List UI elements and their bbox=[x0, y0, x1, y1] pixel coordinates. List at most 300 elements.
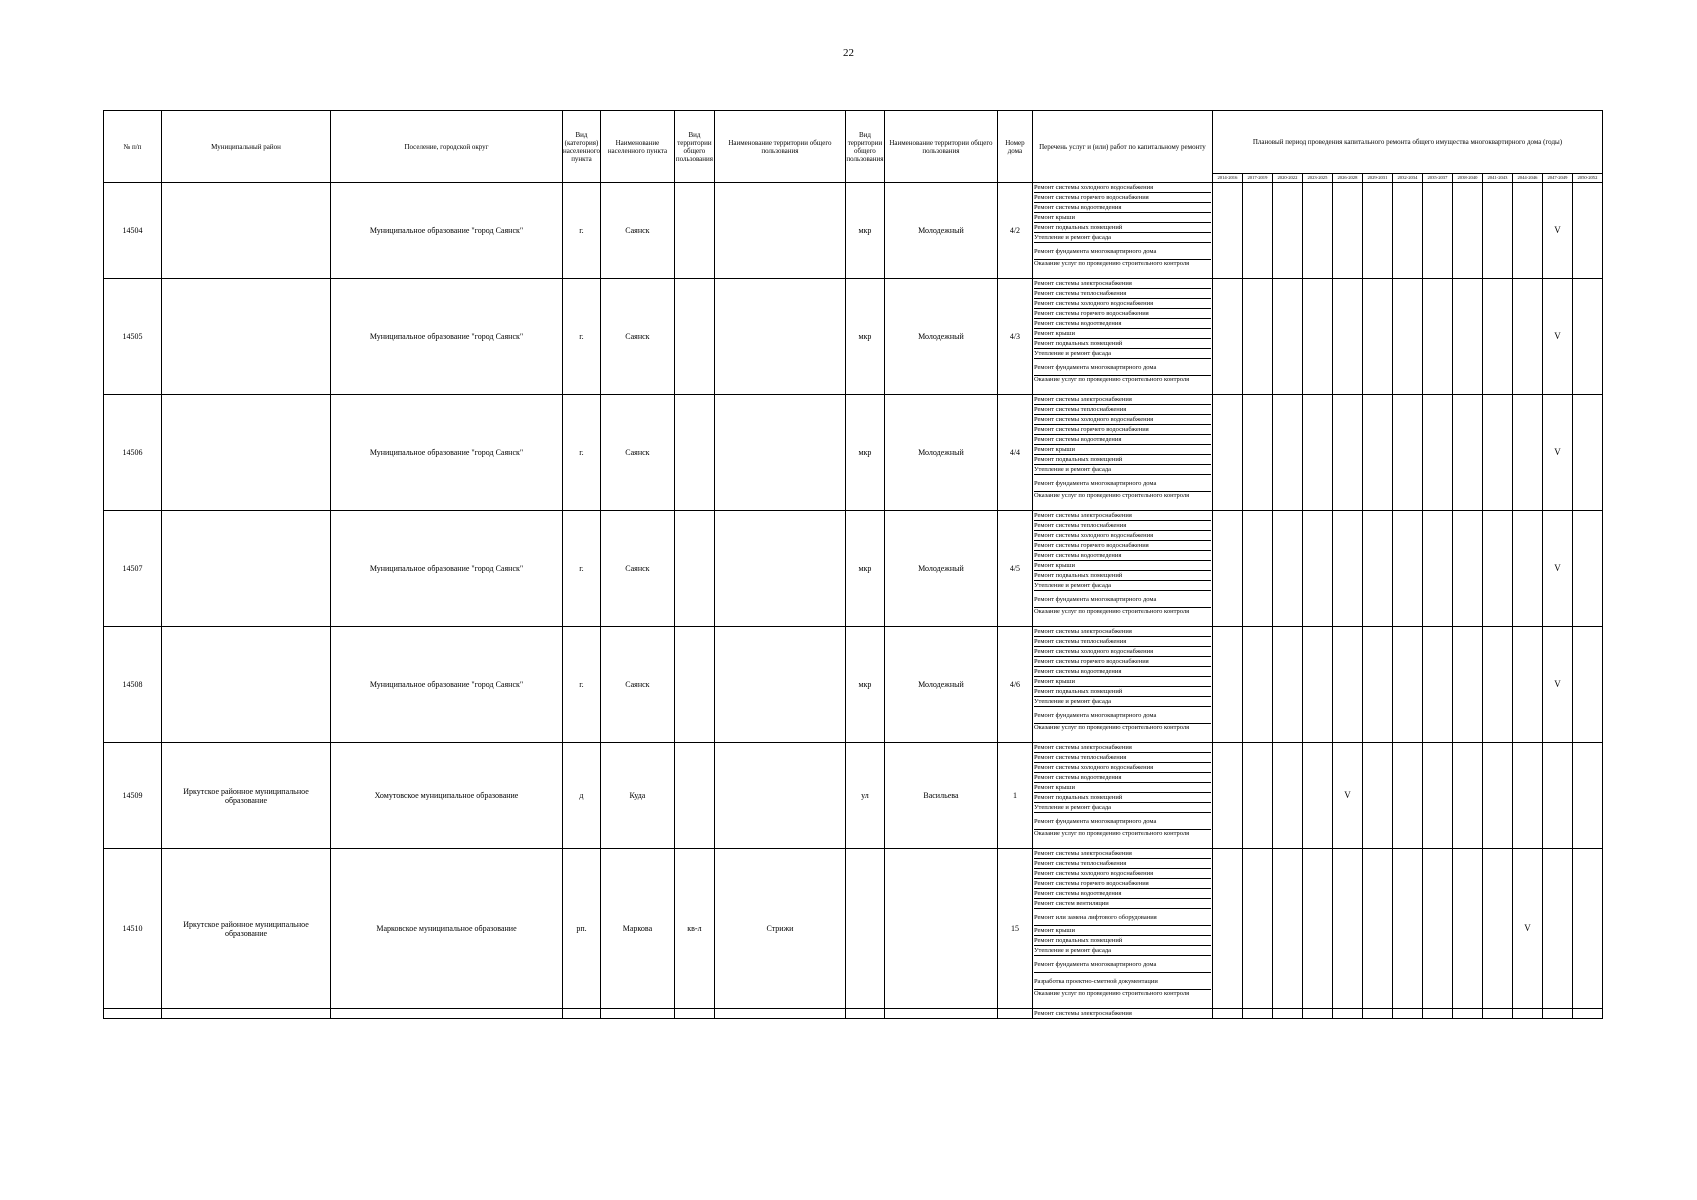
cell-street-name: Молодежный bbox=[884, 279, 997, 395]
period-cell bbox=[1392, 183, 1422, 279]
cell-num: 14505 bbox=[104, 279, 162, 395]
work-item: Ремонт или замена лифтового оборудования bbox=[1034, 909, 1211, 926]
period-cell bbox=[1482, 743, 1512, 849]
cell-place-name: Куда bbox=[600, 743, 674, 849]
work-item: Ремонт системы электроснабжения bbox=[1034, 743, 1211, 753]
period-cell bbox=[1212, 743, 1242, 849]
work-item: Ремонт системы водоотведения bbox=[1034, 551, 1211, 561]
work-item: Ремонт системы электроснабжения bbox=[1034, 849, 1211, 859]
period-cell bbox=[1392, 849, 1422, 1009]
work-item: Утепление и ремонт фасада bbox=[1034, 233, 1211, 243]
work-item: Ремонт системы водоотведения bbox=[1034, 319, 1211, 329]
work-item: Ремонт системы водоотведения bbox=[1034, 773, 1211, 783]
period-cell bbox=[1272, 627, 1302, 743]
work-item: Ремонт фундамента многоквартирного дома bbox=[1034, 707, 1211, 724]
period-cell bbox=[1452, 743, 1482, 849]
period-cell bbox=[1512, 627, 1542, 743]
cell-area-name bbox=[714, 395, 845, 511]
year-header: 2050-2052 bbox=[1572, 174, 1602, 183]
cell-num: 14510 bbox=[104, 849, 162, 1009]
period-cell bbox=[1392, 511, 1422, 627]
period-cell bbox=[1422, 743, 1452, 849]
work-item: Ремонт системы горячего водоснабжения bbox=[1034, 657, 1211, 667]
period-cell bbox=[1482, 849, 1512, 1009]
col-header-area-type: Вид территории общего пользования bbox=[674, 111, 714, 183]
work-item: Ремонт системы горячего водоснабжения bbox=[1034, 309, 1211, 319]
year-header: 2014-2016 bbox=[1212, 174, 1242, 183]
cell-street-name: Молодежный bbox=[884, 183, 997, 279]
period-cell bbox=[1482, 279, 1512, 395]
period-cell bbox=[1542, 743, 1572, 849]
cell-street-name: Молодежный bbox=[884, 511, 997, 627]
cell-street-type: мкр bbox=[845, 279, 884, 395]
cell-street-type: мкр bbox=[845, 395, 884, 511]
period-mark: V bbox=[1542, 395, 1572, 511]
period-cell bbox=[1332, 395, 1362, 511]
work-item: Утепление и ремонт фасада bbox=[1034, 946, 1211, 956]
work-item: Утепление и ремонт фасада bbox=[1034, 465, 1211, 475]
cell-house: 1 bbox=[997, 743, 1032, 849]
period-cell bbox=[1242, 849, 1272, 1009]
period-cell bbox=[1212, 279, 1242, 395]
cell-place-type: рп. bbox=[563, 849, 601, 1009]
work-item: Ремонт системы холодного водоснабжения bbox=[1034, 183, 1211, 193]
period-cell bbox=[1542, 849, 1572, 1009]
col-header-works: Перечень услуг и (или) работ по капитальному ремонту bbox=[1032, 111, 1212, 183]
period-cell bbox=[1272, 1009, 1302, 1019]
work-item: Утепление и ремонт фасада bbox=[1034, 349, 1211, 359]
cell-house: 4/2 bbox=[997, 183, 1032, 279]
col-header-place-name: Наименование населенного пункта bbox=[600, 111, 674, 183]
empty-cell bbox=[997, 1009, 1032, 1019]
work-item: Ремонт подвальных помещений bbox=[1034, 687, 1211, 697]
cell-street-type: мкр bbox=[845, 511, 884, 627]
period-cell bbox=[1422, 279, 1452, 395]
table-row bbox=[104, 395, 1603, 511]
period-cell bbox=[1512, 183, 1542, 279]
work-item: Ремонт системы водоотведения bbox=[1034, 203, 1211, 213]
work-item: Ремонт системы водоотведения bbox=[1034, 889, 1211, 899]
period-cell bbox=[1572, 849, 1602, 1009]
work-item: Ремонт фундамента многоквартирного дома bbox=[1034, 359, 1211, 376]
cell-place-type: г. bbox=[563, 279, 601, 395]
period-cell bbox=[1572, 183, 1602, 279]
cell-house: 4/6 bbox=[997, 627, 1032, 743]
cell-district bbox=[162, 395, 331, 511]
period-cell bbox=[1332, 627, 1362, 743]
cell-place-name: Саянск bbox=[600, 511, 674, 627]
year-header: 2038-2040 bbox=[1452, 174, 1482, 183]
cell-settlement: Марковское муниципальное образование bbox=[331, 849, 563, 1009]
period-cell bbox=[1362, 395, 1392, 511]
period-cell bbox=[1572, 627, 1602, 743]
col-header-street-name: Наименование территории общего пользования bbox=[884, 111, 997, 183]
table-row bbox=[104, 849, 1603, 1009]
col-header-area-name: Наименование территории общего пользования bbox=[714, 111, 845, 183]
cell-street-type: мкр bbox=[845, 183, 884, 279]
empty-cell bbox=[884, 1009, 997, 1019]
work-item: Ремонт крыши bbox=[1034, 213, 1211, 223]
cell-works bbox=[1032, 395, 1212, 511]
cell-area-name: Стрижи bbox=[714, 849, 845, 1009]
work-item: Ремонт систем вентиляции bbox=[1034, 899, 1211, 909]
period-cell bbox=[1272, 849, 1302, 1009]
period-cell bbox=[1512, 511, 1542, 627]
period-cell bbox=[1482, 511, 1512, 627]
cell-settlement: Муниципальное образование "город Саянск" bbox=[331, 395, 563, 511]
period-cell bbox=[1362, 279, 1392, 395]
cell-place-type: д bbox=[563, 743, 601, 849]
work-item: Ремонт системы теплоснабжения bbox=[1034, 289, 1211, 299]
period-cell bbox=[1302, 627, 1332, 743]
period-cell bbox=[1212, 183, 1242, 279]
period-cell bbox=[1332, 183, 1362, 279]
work-item: Разработка проектно-сметной документации bbox=[1034, 973, 1211, 990]
period-cell bbox=[1392, 395, 1422, 511]
work-item: Ремонт системы водоотведения bbox=[1034, 435, 1211, 445]
cell-area-type bbox=[674, 279, 714, 395]
cell-district bbox=[162, 627, 331, 743]
work-item: Ремонт системы электроснабжения bbox=[1034, 627, 1211, 637]
work-item: Оказание услуг по проведению строительного контроля bbox=[1033, 830, 1190, 837]
year-header: 2026-2028 bbox=[1332, 174, 1362, 183]
period-cell bbox=[1212, 1009, 1242, 1019]
continuation-row bbox=[104, 1009, 1603, 1019]
table-body bbox=[104, 183, 1603, 1019]
cell-area-type bbox=[674, 395, 714, 511]
period-cell bbox=[1242, 183, 1272, 279]
work-item: Ремонт подвальных помещений bbox=[1034, 793, 1211, 803]
work-item: Ремонт системы холодного водоснабжения bbox=[1034, 415, 1211, 425]
period-cell bbox=[1422, 395, 1452, 511]
work-item: Ремонт системы теплоснабжения bbox=[1034, 637, 1211, 647]
period-cell bbox=[1362, 743, 1392, 849]
work-item: Ремонт системы горячего водоснабжения bbox=[1034, 541, 1211, 551]
work-item: Ремонт системы электроснабжения bbox=[1034, 511, 1211, 521]
cell-district bbox=[162, 279, 331, 395]
cell-place-name: Саянск bbox=[600, 183, 674, 279]
cell-place-name: Саянск bbox=[600, 627, 674, 743]
cell-street-name bbox=[884, 849, 997, 1009]
period-cell bbox=[1332, 1009, 1362, 1019]
period-cell bbox=[1332, 511, 1362, 627]
work-item: Ремонт крыши bbox=[1034, 561, 1211, 571]
work-item: Ремонт системы горячего водоснабжения bbox=[1034, 879, 1211, 889]
table-row bbox=[104, 511, 1603, 627]
table-row bbox=[104, 627, 1603, 743]
work-item: Утепление и ремонт фасада bbox=[1034, 697, 1211, 707]
cell-num: 14504 bbox=[104, 183, 162, 279]
work-item: Оказание услуг по проведению строительного контроля bbox=[1033, 492, 1190, 499]
work-item: Ремонт системы электроснабжения bbox=[1034, 395, 1211, 405]
period-cell bbox=[1512, 1009, 1542, 1019]
work-item: Оказание услуг по проведению строительного контроля bbox=[1033, 608, 1190, 615]
work-item: Оказание услуг по проведению строительного контроля bbox=[1033, 724, 1190, 731]
work-item: Ремонт системы горячего водоснабжения bbox=[1034, 425, 1211, 435]
cell-street-type: ул bbox=[845, 743, 884, 849]
cell-area-name bbox=[714, 743, 845, 849]
cell-street-name: Молодежный bbox=[884, 627, 997, 743]
work-item: Ремонт фундамента многоквартирного дома bbox=[1034, 956, 1211, 973]
cell-area-type bbox=[674, 627, 714, 743]
period-cell bbox=[1572, 743, 1602, 849]
cell-num: 14506 bbox=[104, 395, 162, 511]
period-cell bbox=[1362, 511, 1392, 627]
period-cell bbox=[1392, 279, 1422, 395]
year-header: 2044-2046 bbox=[1512, 174, 1542, 183]
work-item: Оказание услуг по проведению строительного контроля bbox=[1033, 990, 1190, 997]
work-item: Ремонт крыши bbox=[1034, 926, 1211, 936]
cell-district: Иркутское районное муниципальное образование bbox=[162, 743, 331, 849]
work-item: Ремонт фундамента многоквартирного дома bbox=[1034, 813, 1211, 830]
period-mark: V bbox=[1542, 183, 1572, 279]
cell-settlement: Муниципальное образование "город Саянск" bbox=[331, 511, 563, 627]
period-cell bbox=[1242, 395, 1272, 511]
col-header-place-type: Вид (категория) населенного пункта bbox=[563, 111, 601, 183]
work-item: Ремонт системы водоотведения bbox=[1034, 667, 1211, 677]
cell-street-name: Васильева bbox=[884, 743, 997, 849]
work-item: Ремонт подвальных помещений bbox=[1034, 223, 1211, 233]
cell-area-type bbox=[674, 743, 714, 849]
work-item: Ремонт системы горячего водоснабжения bbox=[1034, 193, 1211, 203]
period-cell bbox=[1512, 395, 1542, 511]
period-cell bbox=[1362, 183, 1392, 279]
year-header: 2047-2049 bbox=[1542, 174, 1572, 183]
cell-place-name: Маркова bbox=[600, 849, 674, 1009]
period-cell bbox=[1392, 743, 1422, 849]
work-item: Ремонт фундамента многоквартирного дома bbox=[1034, 475, 1211, 492]
period-mark: V bbox=[1542, 511, 1572, 627]
period-cell bbox=[1392, 627, 1422, 743]
period-cell bbox=[1212, 627, 1242, 743]
cell-works bbox=[1032, 183, 1212, 279]
work-item: Оказание услуг по проведению строительного контроля bbox=[1033, 376, 1190, 383]
table-row bbox=[104, 183, 1603, 279]
period-cell bbox=[1482, 395, 1512, 511]
work-item: Ремонт системы теплоснабжения bbox=[1034, 405, 1211, 415]
cell-num: 14508 bbox=[104, 627, 162, 743]
cell-house: 15 bbox=[997, 849, 1032, 1009]
period-cell bbox=[1272, 279, 1302, 395]
cell-house: 4/4 bbox=[997, 395, 1032, 511]
work-item: Ремонт крыши bbox=[1034, 445, 1211, 455]
year-header: 2023-2025 bbox=[1302, 174, 1332, 183]
period-cell bbox=[1242, 279, 1272, 395]
cell-place-name: Саянск bbox=[600, 279, 674, 395]
period-cell bbox=[1242, 627, 1272, 743]
period-cell bbox=[1302, 849, 1332, 1009]
period-cell bbox=[1302, 511, 1332, 627]
period-cell bbox=[1302, 183, 1332, 279]
period-cell bbox=[1272, 395, 1302, 511]
cell-house: 4/3 bbox=[997, 279, 1032, 395]
period-mark: V bbox=[1542, 279, 1572, 395]
work-item: Оказание услуг по проведению строительного контроля bbox=[1033, 260, 1190, 267]
period-cell bbox=[1482, 183, 1512, 279]
work-item: Ремонт системы холодного водоснабжения bbox=[1034, 763, 1211, 773]
period-cell bbox=[1452, 395, 1482, 511]
period-cell bbox=[1212, 849, 1242, 1009]
period-cell bbox=[1452, 627, 1482, 743]
period-cell bbox=[1272, 511, 1302, 627]
empty-cell bbox=[331, 1009, 563, 1019]
period-cell bbox=[1272, 183, 1302, 279]
cell-district bbox=[162, 183, 331, 279]
cell-works bbox=[1032, 1009, 1212, 1019]
work-item: Утепление и ремонт фасада bbox=[1034, 581, 1211, 591]
cell-district bbox=[162, 511, 331, 627]
page-number: 22 bbox=[843, 47, 854, 59]
empty-cell bbox=[104, 1009, 162, 1019]
empty-cell bbox=[714, 1009, 845, 1019]
period-mark: V bbox=[1512, 849, 1542, 1009]
period-cell bbox=[1422, 1009, 1452, 1019]
work-item: Ремонт подвальных помещений bbox=[1034, 455, 1211, 465]
period-cell bbox=[1332, 279, 1362, 395]
period-cell bbox=[1482, 627, 1512, 743]
cell-house: 4/5 bbox=[997, 511, 1032, 627]
period-cell bbox=[1422, 849, 1452, 1009]
col-header-street-type: Вид территории общего пользования bbox=[845, 111, 884, 183]
period-cell bbox=[1362, 849, 1392, 1009]
period-cell bbox=[1452, 279, 1482, 395]
empty-cell bbox=[845, 1009, 884, 1019]
period-cell bbox=[1512, 279, 1542, 395]
work-item: Ремонт подвальных помещений bbox=[1034, 571, 1211, 581]
header-row bbox=[104, 111, 1603, 174]
period-cell bbox=[1452, 511, 1482, 627]
table-row bbox=[104, 279, 1603, 395]
period-cell bbox=[1302, 279, 1332, 395]
cell-place-type: г. bbox=[563, 627, 601, 743]
cell-place-type: г. bbox=[563, 183, 601, 279]
cell-num: 14507 bbox=[104, 511, 162, 627]
period-cell bbox=[1242, 1009, 1272, 1019]
period-mark: V bbox=[1542, 627, 1572, 743]
work-item: Ремонт системы электроснабжения bbox=[1034, 279, 1211, 289]
period-cell bbox=[1542, 1009, 1572, 1019]
cell-settlement: Муниципальное образование "город Саянск" bbox=[331, 183, 563, 279]
period-cell bbox=[1242, 511, 1272, 627]
period-cell bbox=[1572, 279, 1602, 395]
year-header: 2017-2019 bbox=[1242, 174, 1272, 183]
cell-place-type: г. bbox=[563, 395, 601, 511]
empty-cell bbox=[563, 1009, 601, 1019]
period-cell bbox=[1452, 1009, 1482, 1019]
work-item: Ремонт фундамента многоквартирного дома bbox=[1034, 243, 1211, 260]
period-cell bbox=[1512, 743, 1542, 849]
cell-district: Иркутское районное муниципальное образование bbox=[162, 849, 331, 1009]
work-item: Ремонт системы холодного водоснабжения bbox=[1034, 647, 1211, 657]
cell-place-name: Саянск bbox=[600, 395, 674, 511]
period-cell bbox=[1452, 183, 1482, 279]
cell-area-name bbox=[714, 511, 845, 627]
work-item: Ремонт системы холодного водоснабжения bbox=[1034, 531, 1211, 541]
empty-cell bbox=[674, 1009, 714, 1019]
work-item: Ремонт системы теплоснабжения bbox=[1034, 859, 1211, 869]
cell-settlement: Хомутовское муниципальное образование bbox=[331, 743, 563, 849]
period-mark: V bbox=[1332, 743, 1362, 849]
year-header: 2020-2022 bbox=[1272, 174, 1302, 183]
work-item: Ремонт системы электроснабжения bbox=[1033, 1010, 1132, 1017]
period-cell bbox=[1212, 395, 1242, 511]
col-header-num: № п/п bbox=[104, 111, 162, 183]
period-cell bbox=[1572, 1009, 1602, 1019]
cell-area-type: кв-л bbox=[674, 849, 714, 1009]
period-cell bbox=[1422, 511, 1452, 627]
work-item: Ремонт подвальных помещений bbox=[1034, 339, 1211, 349]
work-item: Ремонт фундамента многоквартирного дома bbox=[1034, 591, 1211, 608]
year-header: 2035-2037 bbox=[1422, 174, 1452, 183]
cell-works bbox=[1032, 627, 1212, 743]
period-cell bbox=[1572, 395, 1602, 511]
year-header: 2032-2034 bbox=[1392, 174, 1422, 183]
work-item: Ремонт системы теплоснабжения bbox=[1034, 521, 1211, 531]
cell-settlement: Муниципальное образование "город Саянск" bbox=[331, 627, 563, 743]
period-cell bbox=[1272, 743, 1302, 849]
col-header-period: Плановый период проведения капитального ремонта общего имущества многоквартирного дома (годы) bbox=[1212, 111, 1602, 174]
cell-area-name bbox=[714, 183, 845, 279]
year-header: 2041-2043 bbox=[1482, 174, 1512, 183]
cell-street-type bbox=[845, 849, 884, 1009]
period-cell bbox=[1362, 1009, 1392, 1019]
capital-repair-table bbox=[103, 110, 1603, 1019]
col-header-house: Номер дома bbox=[997, 111, 1032, 183]
period-cell bbox=[1242, 743, 1272, 849]
cell-settlement: Муниципальное образование "город Саянск" bbox=[331, 279, 563, 395]
period-cell bbox=[1422, 183, 1452, 279]
col-header-settlement: Поселение, городской округ bbox=[331, 111, 563, 183]
cell-street-type: мкр bbox=[845, 627, 884, 743]
period-cell bbox=[1332, 849, 1362, 1009]
work-item: Ремонт системы теплоснабжения bbox=[1034, 753, 1211, 763]
cell-place-type: г. bbox=[563, 511, 601, 627]
empty-cell bbox=[600, 1009, 674, 1019]
period-cell bbox=[1362, 627, 1392, 743]
work-item: Ремонт крыши bbox=[1034, 677, 1211, 687]
period-cell bbox=[1422, 627, 1452, 743]
cell-works bbox=[1032, 743, 1212, 849]
period-cell bbox=[1302, 743, 1332, 849]
period-cell bbox=[1212, 511, 1242, 627]
work-item: Ремонт крыши bbox=[1034, 329, 1211, 339]
table-row bbox=[104, 743, 1603, 849]
cell-num: 14509 bbox=[104, 743, 162, 849]
cell-works bbox=[1032, 511, 1212, 627]
work-item: Ремонт крыши bbox=[1034, 783, 1211, 793]
cell-area-name bbox=[714, 279, 845, 395]
period-cell bbox=[1302, 395, 1332, 511]
col-header-district: Муниципальный район bbox=[162, 111, 331, 183]
cell-works bbox=[1032, 279, 1212, 395]
work-item: Ремонт системы холодного водоснабжения bbox=[1034, 869, 1211, 879]
work-item: Ремонт системы холодного водоснабжения bbox=[1034, 299, 1211, 309]
cell-area-type bbox=[674, 183, 714, 279]
period-cell bbox=[1302, 1009, 1332, 1019]
period-cell bbox=[1482, 1009, 1512, 1019]
cell-works bbox=[1032, 849, 1212, 1009]
cell-area-type bbox=[674, 511, 714, 627]
period-cell bbox=[1572, 511, 1602, 627]
empty-cell bbox=[162, 1009, 331, 1019]
work-item: Утепление и ремонт фасада bbox=[1034, 803, 1211, 813]
period-cell bbox=[1452, 849, 1482, 1009]
year-header: 2029-2031 bbox=[1362, 174, 1392, 183]
cell-street-name: Молодежный bbox=[884, 395, 997, 511]
work-item: Ремонт подвальных помещений bbox=[1034, 936, 1211, 946]
period-cell bbox=[1392, 1009, 1422, 1019]
cell-area-name bbox=[714, 627, 845, 743]
